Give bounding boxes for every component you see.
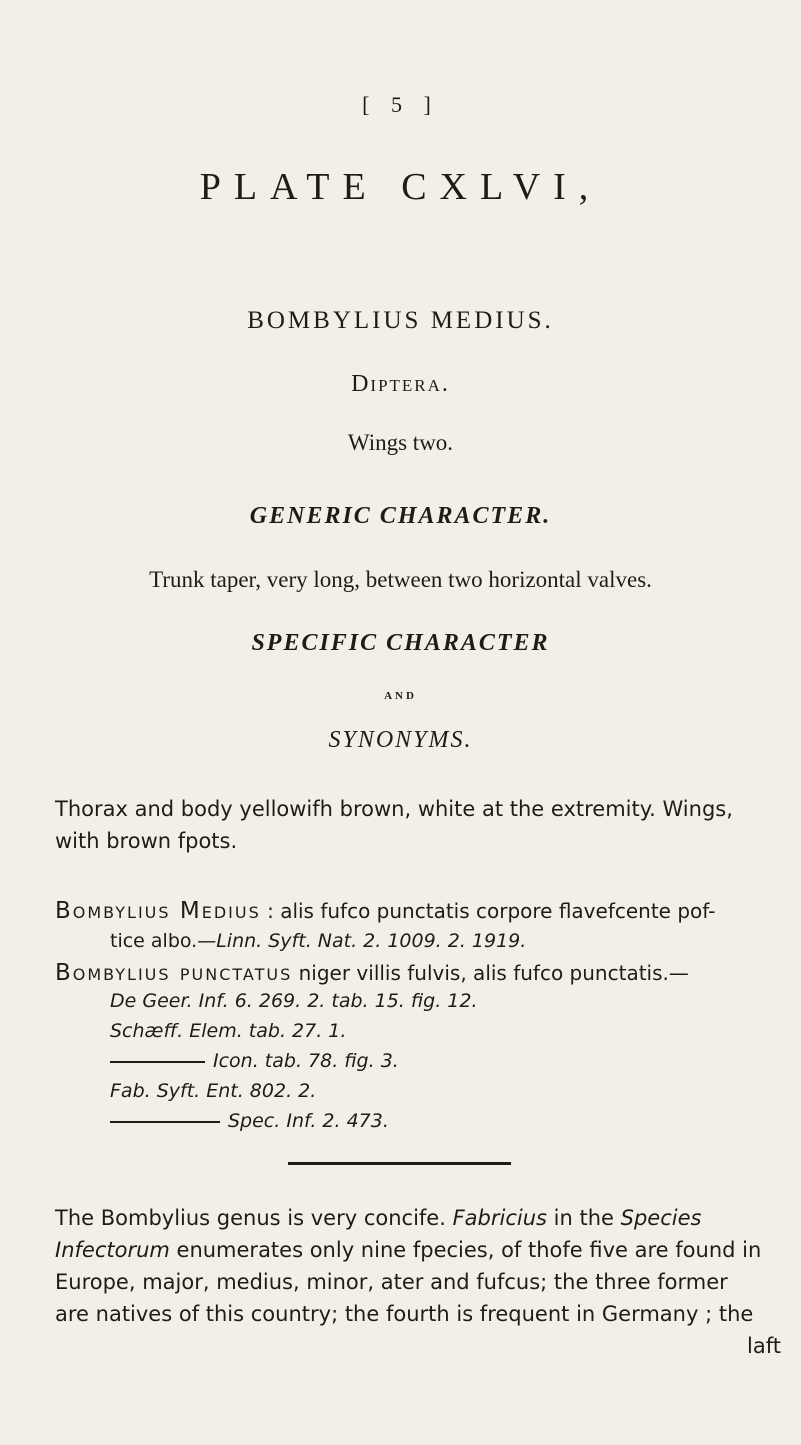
generic-character-heading: GENERIC CHARACTER. [249, 503, 552, 529]
synonyms-heading: SYNONYMS. [328, 727, 473, 753]
synonym-name: Bombylius punctatus [55, 960, 293, 986]
synonym-continuation: tice albo.— [110, 930, 217, 952]
synonym-reference [110, 990, 478, 1012]
body-text-line: The Bombylius genus is very concife. Fabricius in the Species [55, 1206, 702, 1230]
specific-character-heading: SPECIFIC CHARACTER [251, 630, 550, 656]
page-number: [ 5 ] [362, 92, 439, 117]
synonym-reference [110, 1020, 346, 1042]
specific-text-line: with brown fpots. [55, 829, 238, 853]
species-name: BOMBYLIUS MEDIUS. [247, 307, 554, 334]
body-text-line: are natives of this country; the fourth is frequent in Germany ; the [55, 1302, 754, 1326]
reference-text: Icon. tab. 78. fig. 3. [213, 1050, 399, 1072]
generic-character-text: Trunk taper, very long, between two horizontal valves. [149, 567, 652, 592]
and-label: AND [384, 690, 417, 702]
synonym-text: : alis fufco punctatis corpore flavefcente pof- [260, 899, 716, 923]
synonym-entry [55, 898, 715, 924]
ditto-dash [110, 1061, 205, 1063]
synonym-reference [110, 1080, 316, 1102]
body-text-line: Infectorum enumerates only nine fpecies, of thofe five are found in [55, 1238, 762, 1262]
synonym-name: Bombylius Medius [55, 898, 261, 924]
catchword: laft [747, 1334, 781, 1358]
order-name: Diptera. [351, 371, 450, 397]
synonym-text: niger villis fulvis, alis fufco punctatis.— [292, 961, 689, 985]
plate-title: PLATE CXLVI, [199, 166, 602, 208]
reference-text: Linn. Syft. Nat. 2. 1009. 2. 1919. [216, 930, 527, 952]
reference-text: Spec. Inf. 2. 473. [228, 1110, 389, 1132]
wings-note: Wings two. [347, 430, 454, 455]
reference-text: Schæff. Elem. tab. 27. 1. [110, 1020, 347, 1042]
section-rule [288, 1162, 511, 1165]
synonym-reference [110, 1110, 389, 1132]
synonym-entry [55, 960, 689, 986]
synonym-reference [110, 1050, 399, 1072]
ditto-dash [110, 1121, 220, 1123]
synonym-reference [110, 930, 526, 952]
reference-text: Fab. Syft. Ent. 802. 2. [110, 1080, 317, 1102]
reference-text: De Geer. Inf. 6. 269. 2. tab. 15. fig. 12. [110, 990, 478, 1012]
body-text-line: Europe, major, medius, minor, ater and fufcus; the three former [55, 1270, 728, 1294]
specific-text-line: Thorax and body yellowifh brown, white at the extremity. Wings, [55, 797, 733, 821]
